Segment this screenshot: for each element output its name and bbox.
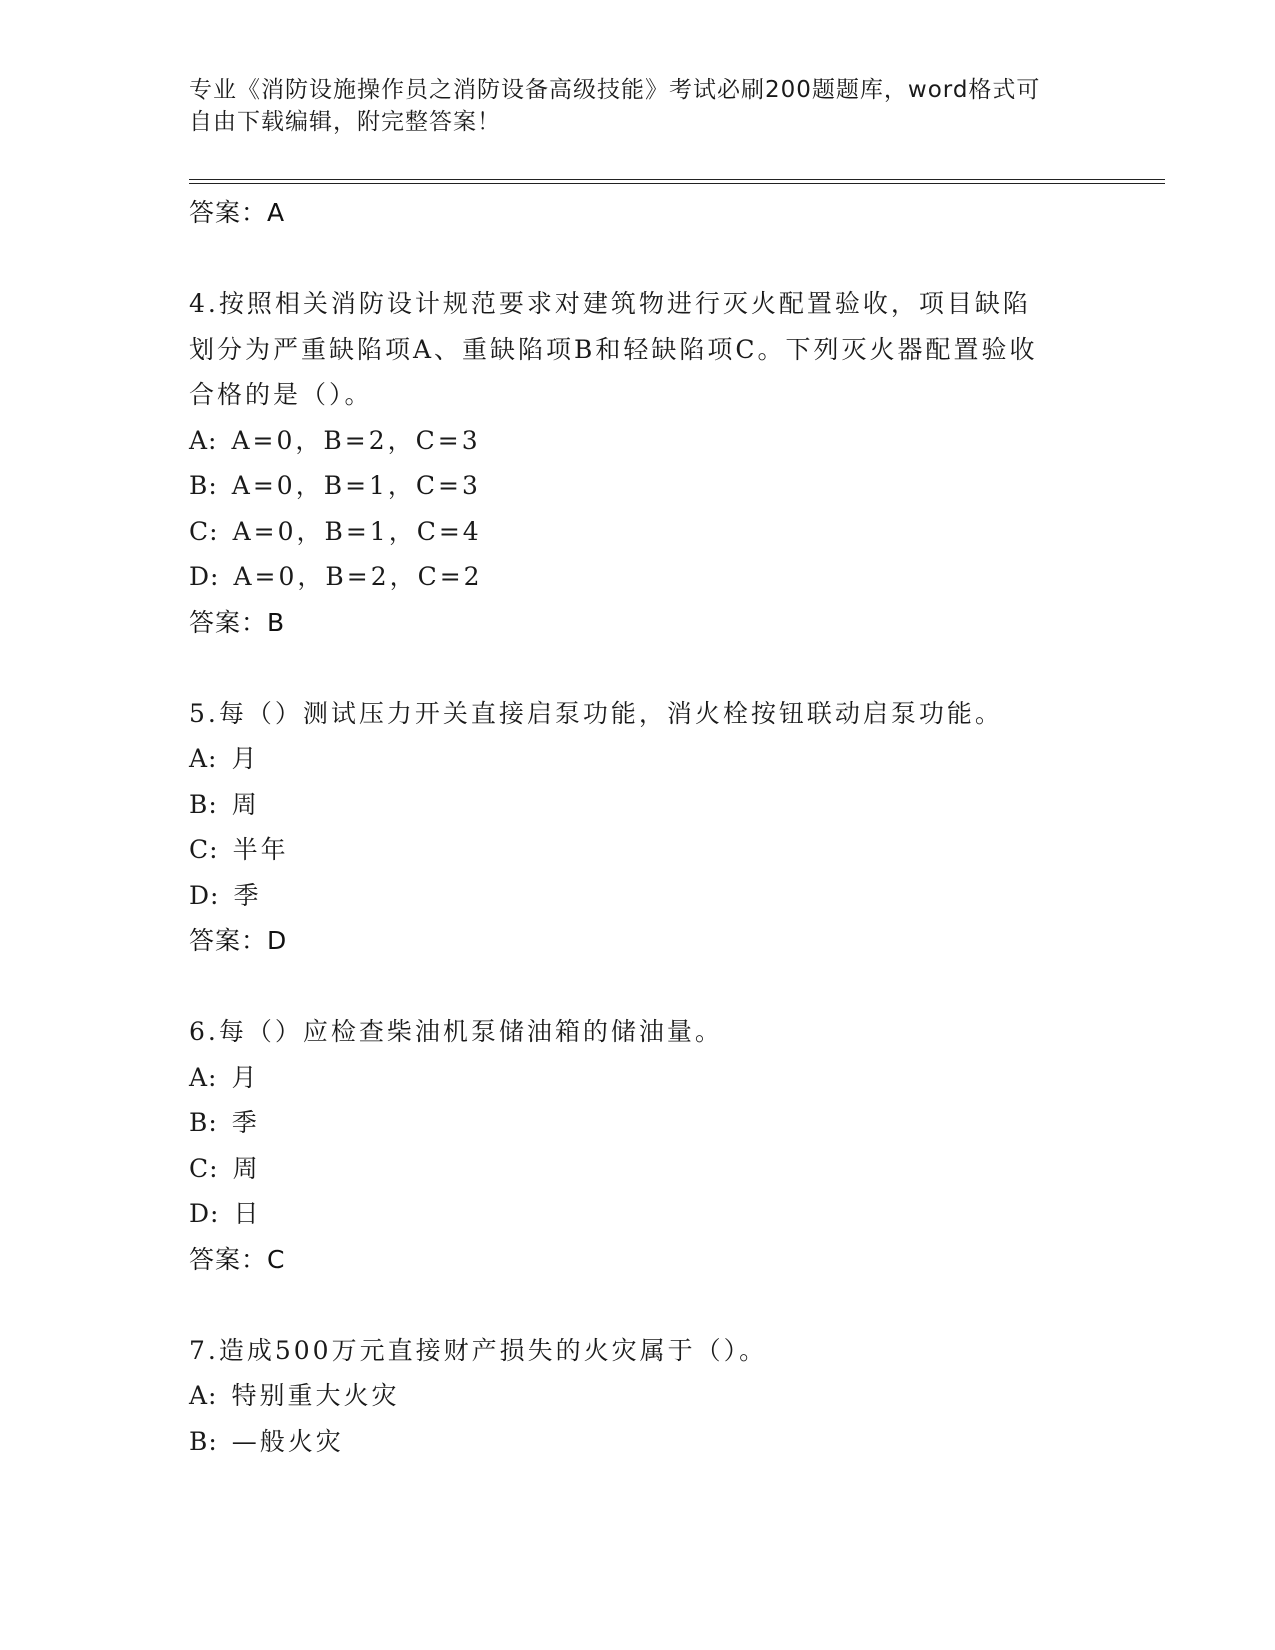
option-text: 周	[231, 789, 260, 819]
question-stem-line: 7.造成500万元直接财产损失的火灾属于（）。	[189, 1335, 768, 1365]
option-label: A:	[189, 744, 218, 773]
answer-line: 答案：B	[189, 607, 286, 637]
answer-line: 答案：A	[189, 198, 286, 227]
option-label: C:	[189, 516, 219, 546]
answer-line: 答案：D	[189, 926, 288, 955]
answer-option	[189, 1419, 1089, 1465]
option-text: A=0，B=1，C=3	[231, 471, 481, 500]
option-label: A:	[189, 1381, 218, 1410]
option-label: D:	[189, 562, 220, 591]
answer-option	[189, 1191, 1089, 1237]
option-label: A:	[189, 1062, 218, 1092]
answer-option	[189, 827, 1089, 873]
option-label: A:	[189, 425, 218, 455]
answer-option	[189, 554, 1089, 600]
answer-option	[189, 736, 1089, 782]
answer-option	[189, 873, 1089, 919]
answer-option	[189, 1146, 1089, 1192]
option-text: 半年	[232, 835, 289, 864]
question-stem-line: 5.每（）测试压力开关直接启泵功能，消火栓按钮联动启泵功能。	[189, 698, 1003, 728]
option-label: D:	[189, 880, 220, 910]
option-text: A=0，B=1，C=4	[232, 516, 482, 546]
header-line-1: 专业《消防设施操作员之消防设备高级技能》考试必刷200题题库，word格式可	[189, 77, 1041, 103]
question-stem	[189, 691, 1089, 737]
option-label: C:	[189, 835, 219, 864]
option-text: A=0，B=2，C=3	[231, 425, 481, 455]
option-label: D:	[189, 1199, 220, 1228]
option-label: B:	[189, 1108, 218, 1137]
option-label: B:	[189, 789, 218, 819]
option-text: 月	[231, 744, 260, 773]
answer-option	[189, 782, 1089, 828]
option-label: B:	[189, 471, 218, 500]
question-block	[189, 1328, 1089, 1465]
option-text: A=0，B=2，C=2	[233, 562, 483, 591]
answer-option	[189, 418, 1089, 464]
question-stem	[189, 281, 1089, 418]
answer-option	[189, 1373, 1089, 1419]
header-line-2: 自由下载编辑，附完整答案！	[189, 109, 501, 135]
option-text: 日	[233, 1199, 262, 1228]
question-block	[189, 281, 1089, 645]
question-stem-line: 4.按照相关消防设计规范要求对建筑物进行灭火配置验收，项目缺陷	[189, 289, 1031, 318]
option-label: B:	[189, 1426, 218, 1456]
header-divider-top	[189, 179, 1165, 180]
question-block	[189, 691, 1089, 964]
answer-option	[189, 509, 1089, 555]
question-block	[189, 1009, 1089, 1282]
question-stem-line: 6.每（）应检查柴油机泵储油箱的储油量。	[189, 1017, 723, 1046]
question-stem	[189, 1009, 1089, 1055]
option-text: 特别重大火灾	[231, 1381, 400, 1410]
option-text: 周	[232, 1153, 261, 1183]
answer-option	[189, 1100, 1089, 1146]
question-stem	[189, 1328, 1089, 1374]
question-stem-line: 划分为严重缺陷项A、重缺陷项B和轻缺陷项C。下列灭火器配置验收	[189, 334, 1038, 364]
option-text: 季	[233, 880, 262, 910]
answer-line: 答案：C	[189, 1244, 286, 1274]
question-stem-line: 合格的是（）。	[189, 380, 373, 409]
question-list	[189, 190, 1089, 1464]
header-divider-bottom	[189, 183, 1165, 184]
option-text: —般火灾	[231, 1426, 344, 1456]
option-text: 月	[231, 1062, 260, 1092]
answer-option	[189, 463, 1089, 509]
option-text: 季	[231, 1108, 260, 1137]
answer-option	[189, 1055, 1089, 1101]
document-header	[189, 74, 1089, 138]
option-label: C:	[189, 1153, 219, 1183]
